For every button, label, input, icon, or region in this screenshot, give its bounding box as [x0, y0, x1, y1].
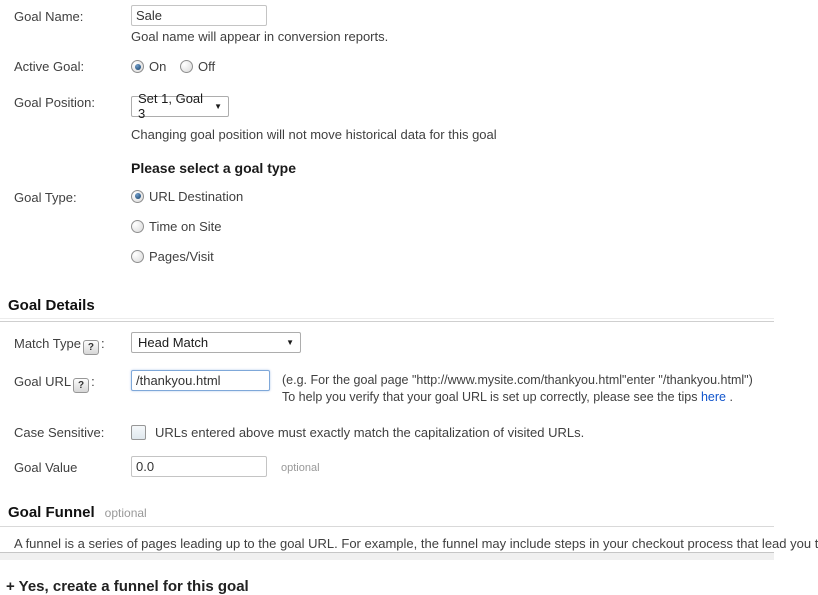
- goal-type-label: Goal Type:: [14, 189, 77, 205]
- goal-value-label: Goal Value: [14, 459, 78, 475]
- goal-url-hint-line2-text: To help you verify that your goal URL is set up correctly, please see the tips: [282, 389, 698, 404]
- goal-url-hint-suffix: .: [729, 389, 733, 404]
- create-funnel-link[interactable]: + Yes, create a funnel for this goal: [6, 577, 249, 595]
- active-goal-on-option[interactable]: [131, 59, 166, 74]
- goal-type-pages-visit-label: Pages/Visit: [149, 248, 214, 264]
- radio-off-icon[interactable]: [180, 60, 193, 73]
- goal-settings-form: [0, 5, 818, 595]
- goal-name-label: Goal Name:: [14, 9, 84, 24]
- goal-url-label: [14, 370, 131, 393]
- active-goal-row: [0, 55, 774, 76]
- case-sensitive-row: [0, 423, 774, 440]
- radio-on-label: On: [149, 59, 167, 74]
- goal-type-heading: Please select a goal type: [131, 159, 296, 176]
- goal-name-help: Goal name will appear in conversion reports.: [131, 29, 389, 44]
- chevron-down-icon: ▼: [286, 337, 294, 347]
- radio-on-icon[interactable]: [131, 60, 144, 73]
- goal-position-help: Changing goal position will not move historical data for this goal: [131, 126, 497, 142]
- case-sensitive-label: Case Sensitive:: [14, 424, 105, 440]
- radio-pages-visit-icon[interactable]: [131, 250, 144, 263]
- goal-position-selected-value: Set 1, Goal 3: [138, 91, 204, 121]
- goal-type-pages-visit-option[interactable]: [131, 249, 774, 264]
- goal-position-label: Goal Position:: [14, 95, 95, 110]
- tips-here-link[interactable]: here: [700, 389, 727, 404]
- goal-url-hint-line1: (e.g. For the goal page "http://www.mysite.com/thankyou.html"enter "/thankyou.html"): [282, 372, 753, 387]
- active-goal-off-option[interactable]: [180, 59, 215, 74]
- match-type-selected-value: Head Match: [138, 334, 209, 350]
- goal-url-input[interactable]: [131, 370, 270, 391]
- goal-value-row: [0, 456, 774, 477]
- case-sensitive-checkbox[interactable]: [131, 425, 146, 440]
- radio-time-on-site-icon[interactable]: [131, 220, 144, 233]
- collapsed-section-strip: [0, 552, 774, 560]
- goal-details-heading: [8, 297, 774, 314]
- match-type-colon: :: [100, 335, 105, 351]
- radio-off-label: Off: [197, 59, 216, 74]
- goal-funnel-divider: [0, 526, 774, 527]
- goal-type-url-destination-label: URL Destination: [149, 188, 244, 204]
- goal-funnel-heading-text: Goal Funnel: [8, 503, 95, 521]
- goal-funnel-description: A funnel is a series of pages leading up to the goal URL. For example, the funnel may include steps in your checkout process that lead you t: [14, 535, 818, 551]
- goal-details-divider: [0, 318, 774, 322]
- goal-url-hint: [282, 370, 753, 406]
- goal-type-time-on-site-label: Time on Site: [149, 218, 222, 234]
- goal-name-row: [0, 5, 774, 44]
- goal-position-row: [0, 91, 774, 121]
- match-type-row: [0, 332, 774, 355]
- chevron-down-icon: ▼: [214, 101, 222, 111]
- active-goal-label: Active Goal:: [14, 59, 85, 74]
- match-type-label: [14, 332, 131, 355]
- goal-type-url-destination-option[interactable]: [131, 189, 774, 204]
- goal-type-time-on-site-option[interactable]: [131, 219, 774, 234]
- goal-url-hint-line2: [282, 389, 753, 406]
- goal-position-select[interactable]: [131, 91, 229, 121]
- radio-url-destination-icon[interactable]: [131, 190, 144, 203]
- help-icon[interactable]: ?: [73, 378, 89, 393]
- goal-type-row: [0, 189, 774, 279]
- goal-url-label-text: Goal URL: [14, 373, 72, 389]
- case-sensitive-text: URLs entered above must exactly match the capitalization of visited URLs.: [155, 424, 585, 440]
- goal-value-input[interactable]: [131, 456, 267, 477]
- goal-url-row: [0, 370, 774, 406]
- goal-funnel-optional-tag: optional: [104, 505, 147, 520]
- goal-funnel-heading: [8, 504, 774, 521]
- help-icon[interactable]: ?: [83, 340, 99, 355]
- match-type-select[interactable]: [131, 332, 301, 353]
- goal-value-optional-note: optional: [281, 461, 320, 474]
- match-type-label-text: Match Type: [14, 335, 81, 351]
- goal-details-heading-text: Goal Details: [8, 296, 95, 314]
- goal-name-input[interactable]: [131, 5, 267, 26]
- goal-url-colon: :: [91, 373, 95, 389]
